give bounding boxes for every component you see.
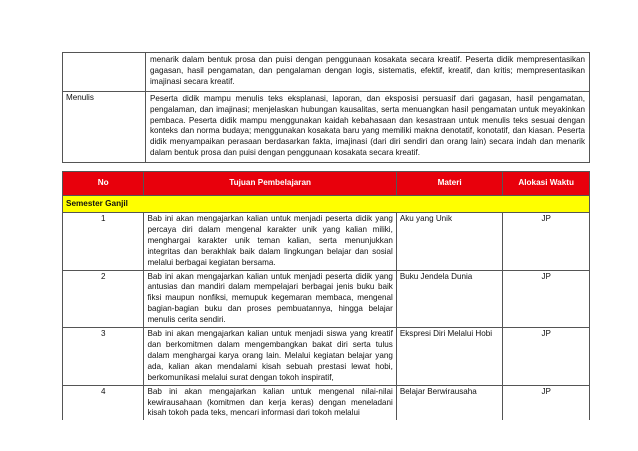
row-alokasi: JP (503, 270, 590, 328)
element-cell: Menulis (63, 91, 146, 162)
element-cell (63, 53, 146, 92)
header-materi: Materi (396, 172, 503, 196)
row-alokasi: JP (503, 213, 590, 271)
table-row (63, 270, 590, 328)
header-row (63, 172, 590, 196)
header-alokasi: Alokasi Waktu (503, 172, 590, 196)
row-tujuan-text: Bab ini akan mengajarkan kalian untuk mengenal nilai-nilai kewirausahaan (komitmen dan kerja keras) dengan meneladani kisah tokoh pada teks, mencari informasi dari tokoh melalui (147, 386, 393, 418)
row-tujuan (144, 385, 396, 420)
row-no: 2 (63, 270, 144, 328)
row-alokasi: JP (503, 385, 590, 420)
semester-label: Semester Ganjil (63, 196, 590, 213)
competency-row (63, 53, 590, 92)
table-row (63, 328, 590, 386)
competency-table (62, 52, 590, 163)
description-cell: Peserta didik mampu menulis teks eksplanasi, laporan, dan eksposisi persuasif dari gagasan, hasil pengamatan, pengalaman, dan imajinasi; menjelaskan hubungan kausalitas, serta menuangkan hasil pengamatan untuk meyakinkan pembaca. Peserta didik mampu menggunakan kaidah kebahasaan dan kesastraan untuk menulis teks sesuai dengan konteks dan norma budaya; menggunakan kosakata baru yang memiliki makna denotatif, konotatif, dan kiasan. Peserta didik menyampaikan perasaan berdasarkan fakta, imajinasi (dari diri sendiri dan orang lain) secara indah dan menarik dalam bentuk prosa dan puisi dengan penggunaan kosakata secara kreatif. (146, 91, 590, 162)
row-alokasi: JP (503, 328, 590, 386)
row-materi: Aku yang Unik (396, 213, 503, 271)
row-materi: Ekspresi Diri Melalui Hobi (396, 328, 503, 386)
competency-row (63, 91, 590, 162)
table-row (63, 213, 590, 271)
row-materi: Buku Jendela Dunia (396, 270, 503, 328)
header-no: No (63, 172, 144, 196)
row-tujuan: Bab ini akan mengajarkan kalian untuk menjadi peserta didik yang antusias dan mandiri dalam mempelajari berbagai jenis buku baik fiksi maupun nonfiksi, memupuk kegemaran membaca, mengenal bagian-bagian buku dan proses pembuatannya, hingga belajar menulis cerita sendiri. (144, 270, 396, 328)
header-tujuan: Tujuan Pembelajaran (144, 172, 396, 196)
description-cell: menarik dalam bentuk prosa dan puisi dengan penggunaan kosakata secara kreatif. Peserta didik mempresentasikan gagasan, hasil pengamatan, dan pengalaman dengan logis, sistematis, efektif, kreatif, dan kritis; mempresentasikan imajinasi secara kreatif. (146, 53, 590, 92)
row-tujuan: Bab ini akan mengajarkan kalian untuk menjadi siswa yang kreatif dan berkomitmen dalam mengembangkan bakat diri serta tulus dalam menghargai karya orang lain. Melalui kegiatan belajar yang ada, kalian akan mendalami kisah sebuah prestasi lewat hobi, berkomunikasi melalui surat dengan tokoh inspiratif, (144, 328, 396, 386)
row-materi: Belajar Berwirausaha (396, 385, 503, 420)
row-no: 3 (63, 328, 144, 386)
table-row (63, 385, 590, 420)
schedule-table (62, 171, 590, 420)
row-no: 1 (63, 213, 144, 271)
row-no: 4 (63, 385, 144, 420)
semester-row (63, 196, 590, 213)
row-tujuan: Bab ini akan mengajarkan kalian untuk menjadi peserta didik yang percaya diri dalam mengenal karakter unik yang kalian miliki, menghargai karakter unik teman kalian, serta menunjukkan integritas dan berakhlak baik dalam lingkungan belajar dan sosial melalui berbagai kegiatan bersama. (144, 213, 396, 271)
